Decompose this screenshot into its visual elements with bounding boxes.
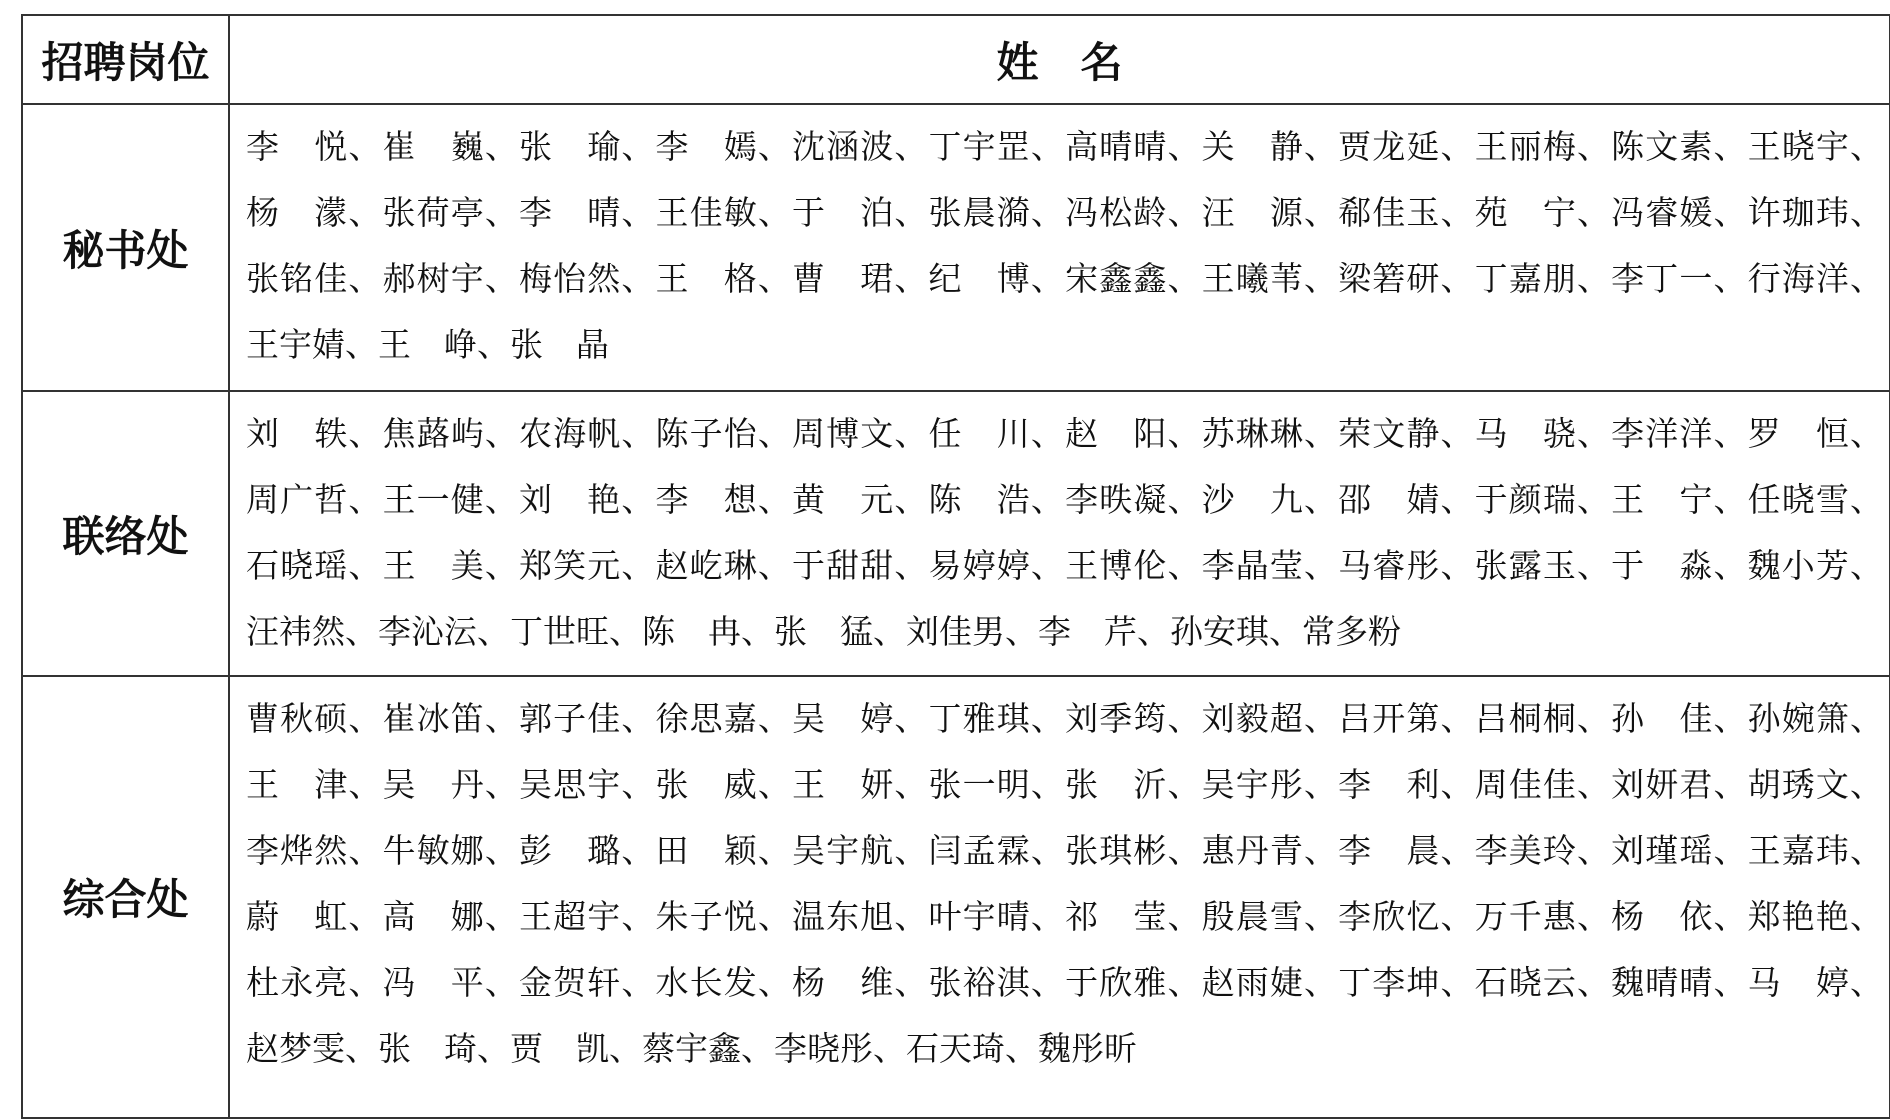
names-cell-secretariat: [229, 104, 1890, 391]
table-row-general: [22, 676, 1890, 1118]
table-row-secretariat: [22, 104, 1890, 391]
names-line: 王 津、吴 丹、吴思宇、张 威、王 妍、张一明、张 沂、吴宇彤、李 利、周佳佳、刘妍君、胡琇文、: [246, 765, 1883, 804]
header-names-char-2: 名: [1080, 37, 1123, 87]
table-header-row: [22, 15, 1890, 104]
table-row-liaison: [22, 391, 1890, 676]
names-line: 赵梦雯、张 琦、贾 凯、蔡宇鑫、李晓彤、石天琦、魏彤昕: [246, 1029, 1137, 1068]
names-line: 刘 轶、焦蕗屿、农海帆、陈子怡、周博文、任 川、赵 阳、苏琳琳、荣文静、马 骁、李洋洋、罗 恒、: [246, 414, 1883, 453]
post-cell-general: 综合处: [22, 676, 229, 1118]
recruitment-roster-table: [21, 14, 1890, 1119]
header-names-char-1: 姓: [996, 37, 1039, 87]
names-line: 曹秋硕、崔冰笛、郭子佳、徐思嘉、吴 婷、丁雅琪、刘季筠、刘毅超、吕开第、吕桐桐、孙 佳、孙婉箫、: [246, 699, 1883, 738]
header-names-label: [229, 15, 1890, 104]
names-line: 王宇婧、王 峥、张 晶: [246, 325, 609, 364]
names-line: 杜永亮、冯 平、金贺轩、水长发、杨 维、张裕淇、于欣雅、赵雨婕、丁李坤、石晓云、魏晴晴、马 婷、: [246, 963, 1883, 1002]
names-cell-liaison: [229, 391, 1890, 676]
header-post-label: 招聘岗位: [22, 15, 229, 104]
post-cell-secretariat: 秘书处: [22, 104, 229, 391]
names-line: 石晓瑶、王 美、郑笑元、赵屹琳、于甜甜、易婷婷、王博伦、李晶莹、马睿彤、张露玉、于 淼、魏小芳、: [246, 546, 1883, 585]
names-line: 汪祎然、李沁沄、丁世旺、陈 冉、张 猛、刘佳男、李 芹、孙安琪、常多粉: [246, 612, 1401, 651]
names-line: 周广哲、王一健、刘 艳、李 想、黄 元、陈 浩、李昳凝、沙 九、邵 婧、于颜瑞、王 宁、任晓雪、: [246, 480, 1883, 519]
names-cell-general: [229, 676, 1890, 1118]
names-line: 杨 濛、张荷亭、李 晴、王佳敏、于 泊、张晨漪、冯松龄、汪 源、郗佳玉、苑 宁、冯睿媛、许珈玮、: [246, 193, 1883, 232]
names-line: 张铭佳、郝树宇、梅怡然、王 格、曹 珺、纪 博、宋鑫鑫、王曦苇、梁箬研、丁嘉朋、李丁一、行海洋、: [246, 259, 1883, 298]
post-cell-liaison: 联络处: [22, 391, 229, 676]
names-line: 蔚 虹、高 娜、王超宇、朱子悦、温东旭、叶宇晴、祁 莹、殷晨雪、李欣忆、万千惠、杨 依、郑艳艳、: [246, 897, 1883, 936]
names-line: 李烨然、牛敏娜、彭 璐、田 颖、吴宇航、闫孟霖、张琪彬、惠丹青、李 晨、李美玲、刘瑾瑶、王嘉玮、: [246, 831, 1883, 870]
names-line: 李 悦、崔 巍、张 瑜、李 嫣、沈涵波、丁宇罡、高晴晴、关 静、贾龙延、王丽梅、陈文素、王晓宇、: [246, 127, 1883, 166]
